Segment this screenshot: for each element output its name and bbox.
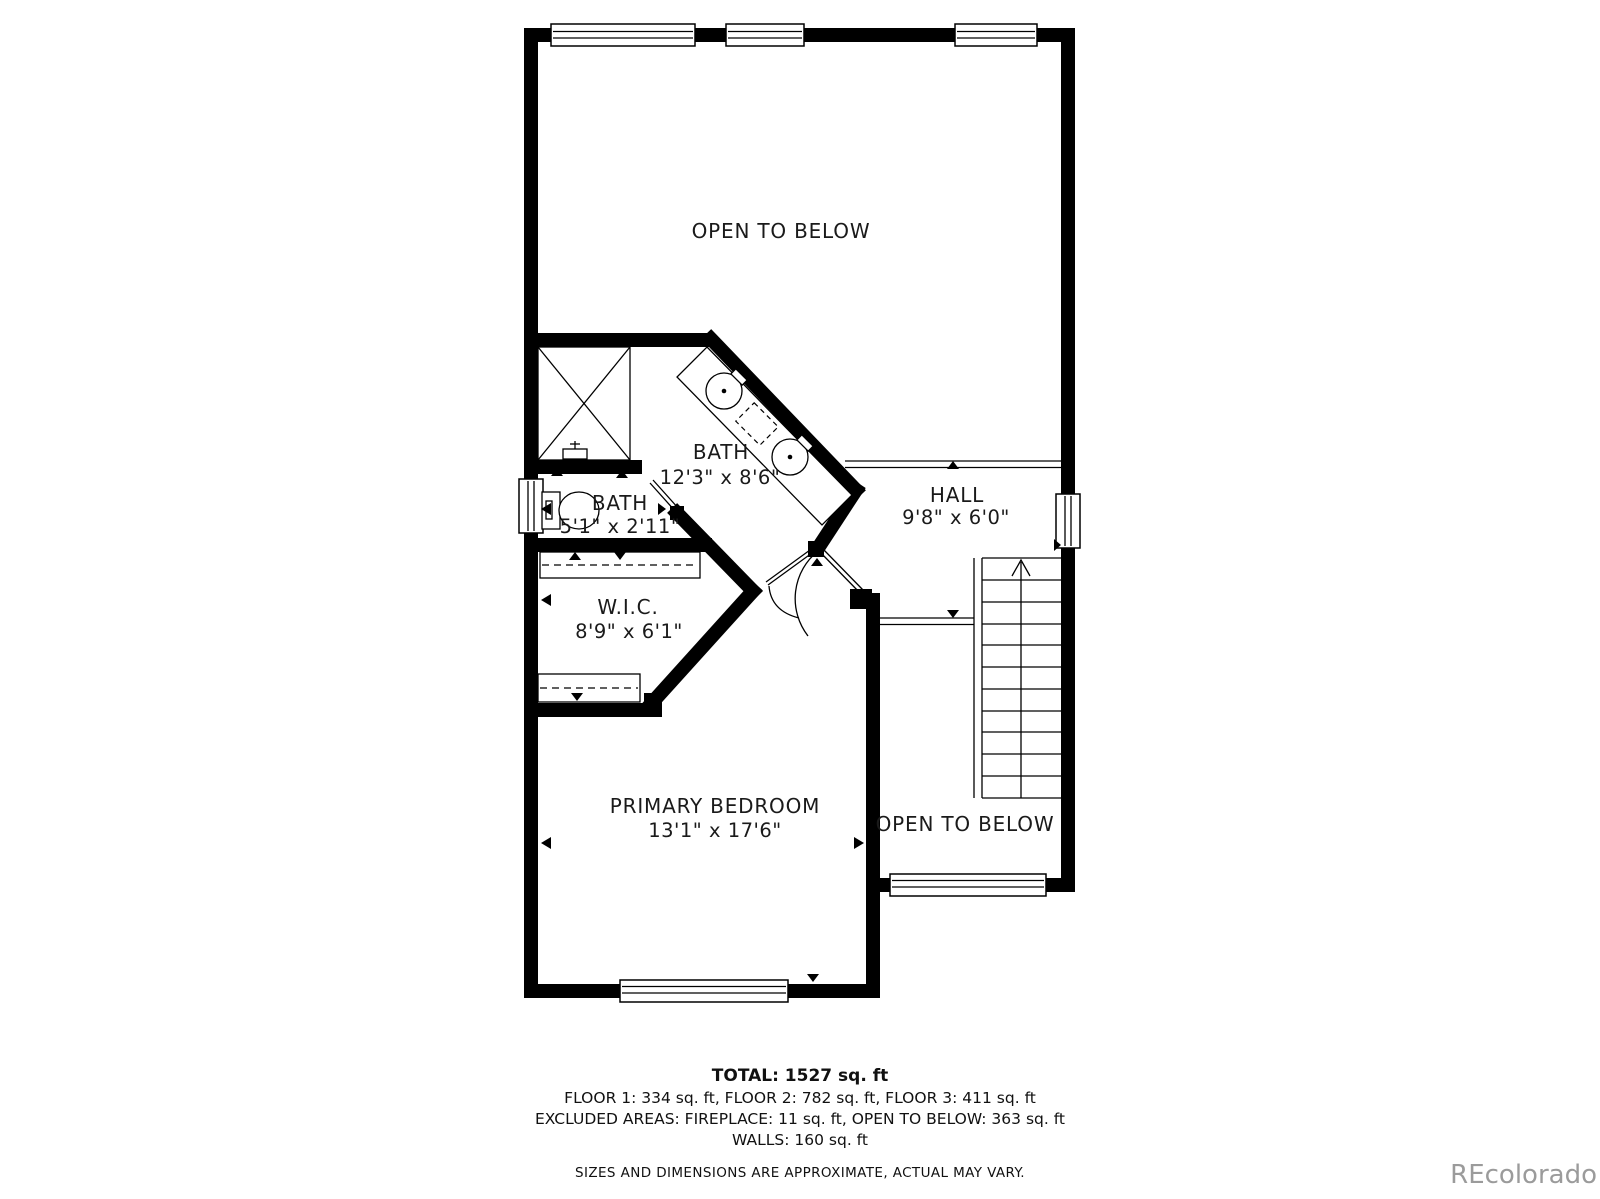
double-vanity-sink-icon — [677, 347, 852, 525]
window-icon — [890, 874, 1046, 896]
room-label-primary-bedroom: PRIMARY BEDROOM — [609, 794, 821, 818]
stairs-icon — [974, 558, 1061, 798]
room-dims-primary-bedroom: 13'1" x 17'6" — [648, 819, 782, 842]
area-summary — [0, 1066, 1600, 1181]
room-dims-wic: 8'9" x 6'1" — [575, 620, 683, 643]
floor-areas-text: FLOOR 1: 334 sq. ft, FLOOR 2: 782 sq. ft, FLOOR 3: 411 sq. ft — [564, 1089, 1036, 1107]
room-dims-bath-small: 5'1" x 2'11" — [559, 515, 681, 538]
window-icon — [726, 24, 804, 46]
disclaimer-text: SIZES AND DIMENSIONS ARE APPROXIMATE, ACTUAL MAY VARY. — [574, 1165, 1025, 1181]
total-area-text: TOTAL: 1527 sq. ft — [711, 1066, 889, 1086]
room-label-open-to-below-bottom: OPEN TO BELOW — [875, 812, 1055, 836]
walls-area-text: WALLS: 160 sq. ft — [732, 1131, 868, 1149]
room-dims-hall: 9'8" x 6'0" — [902, 506, 1010, 529]
window-icon — [1056, 494, 1080, 548]
room-dims-bath-main: 12'3" x 8'6" — [659, 466, 781, 489]
recolorado-watermark: REcolorado — [1450, 1160, 1597, 1190]
room-label-wic: W.I.C. — [597, 595, 659, 619]
room-label-bath-small: BATH — [591, 491, 649, 515]
room-label-hall: HALL — [929, 483, 985, 507]
window-icon — [551, 24, 695, 46]
room-label-bath-main: BATH — [692, 440, 750, 464]
room-label-open-to-below-top: OPEN TO BELOW — [691, 219, 871, 243]
excluded-areas-text: EXCLUDED AREAS: FIREPLACE: 11 sq. ft, OPEN TO BELOW: 363 sq. ft — [535, 1110, 1065, 1128]
window-icon — [620, 980, 788, 1002]
window-icon — [519, 479, 543, 533]
shower-icon — [538, 347, 630, 460]
window-icon — [955, 24, 1037, 46]
